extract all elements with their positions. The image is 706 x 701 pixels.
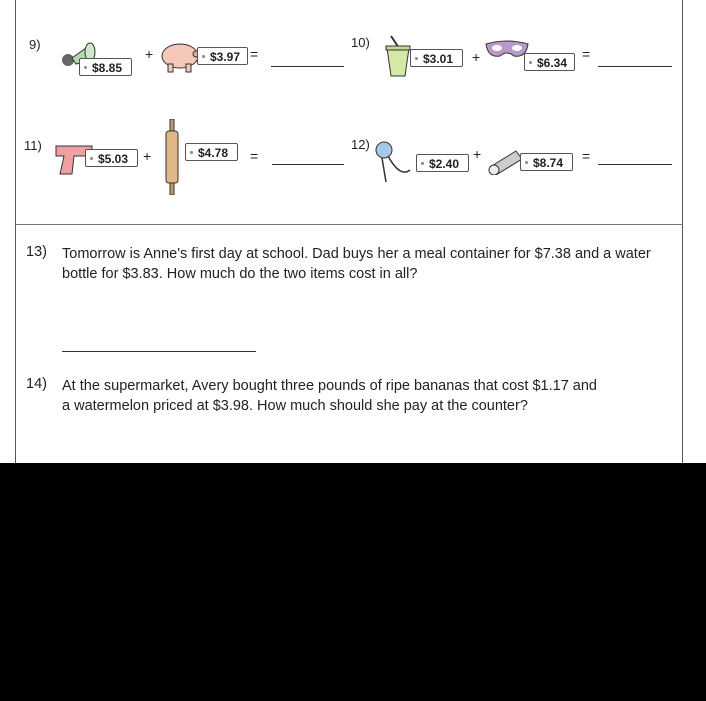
problem-number: 10) [351, 35, 370, 50]
price-tag-2: $4.78 [185, 143, 238, 161]
problem-number: 14) [26, 376, 47, 392]
rolling-pin-icon [164, 119, 180, 195]
answer-line [598, 66, 672, 67]
equals-sign: = [582, 148, 591, 164]
price-tag-1: $5.03 [85, 149, 138, 167]
price-tag-1: $2.40 [416, 154, 469, 172]
question-line-2: a watermelon priced at $3.98. How much should she pay at the counter? [62, 398, 528, 414]
answer-line [271, 66, 344, 67]
problem-number: 9) [29, 37, 41, 52]
equals-sign: = [250, 148, 259, 164]
price-tag-2: $6.34 [524, 53, 575, 71]
question-line-1: Tomorrow is Anne's first day at school. Dad buys her a meal container for $7.38 and a water [62, 246, 651, 262]
problem-number: 11) [24, 138, 42, 153]
problem-number: 13) [26, 244, 47, 260]
equals-sign: = [582, 46, 591, 62]
section-divider [15, 224, 683, 225]
plus-sign: + [145, 46, 154, 62]
plus-sign: + [473, 146, 482, 162]
answer-line [62, 351, 256, 352]
answer-line [272, 164, 344, 165]
answer-line [598, 164, 672, 165]
question-line-1: At the supermarket, Avery bought three pounds of ripe bananas that cost $1.17 and [62, 378, 597, 394]
jump-rope-icon [370, 138, 418, 184]
price-tag-2: $8.74 [520, 153, 573, 171]
question-line-2: bottle for $3.83. How much do the two items cost in all? [62, 266, 418, 282]
left-border [15, 0, 16, 463]
equals-sign: = [250, 46, 259, 62]
price-tag-2: $3.97 [197, 47, 248, 65]
right-border [682, 0, 683, 463]
price-tag-1: $3.01 [410, 49, 463, 67]
plus-sign: + [143, 148, 152, 164]
problem-number: 12) [351, 137, 370, 152]
plus-sign: + [472, 49, 481, 65]
price-tag-1: $8.85 [79, 58, 132, 76]
